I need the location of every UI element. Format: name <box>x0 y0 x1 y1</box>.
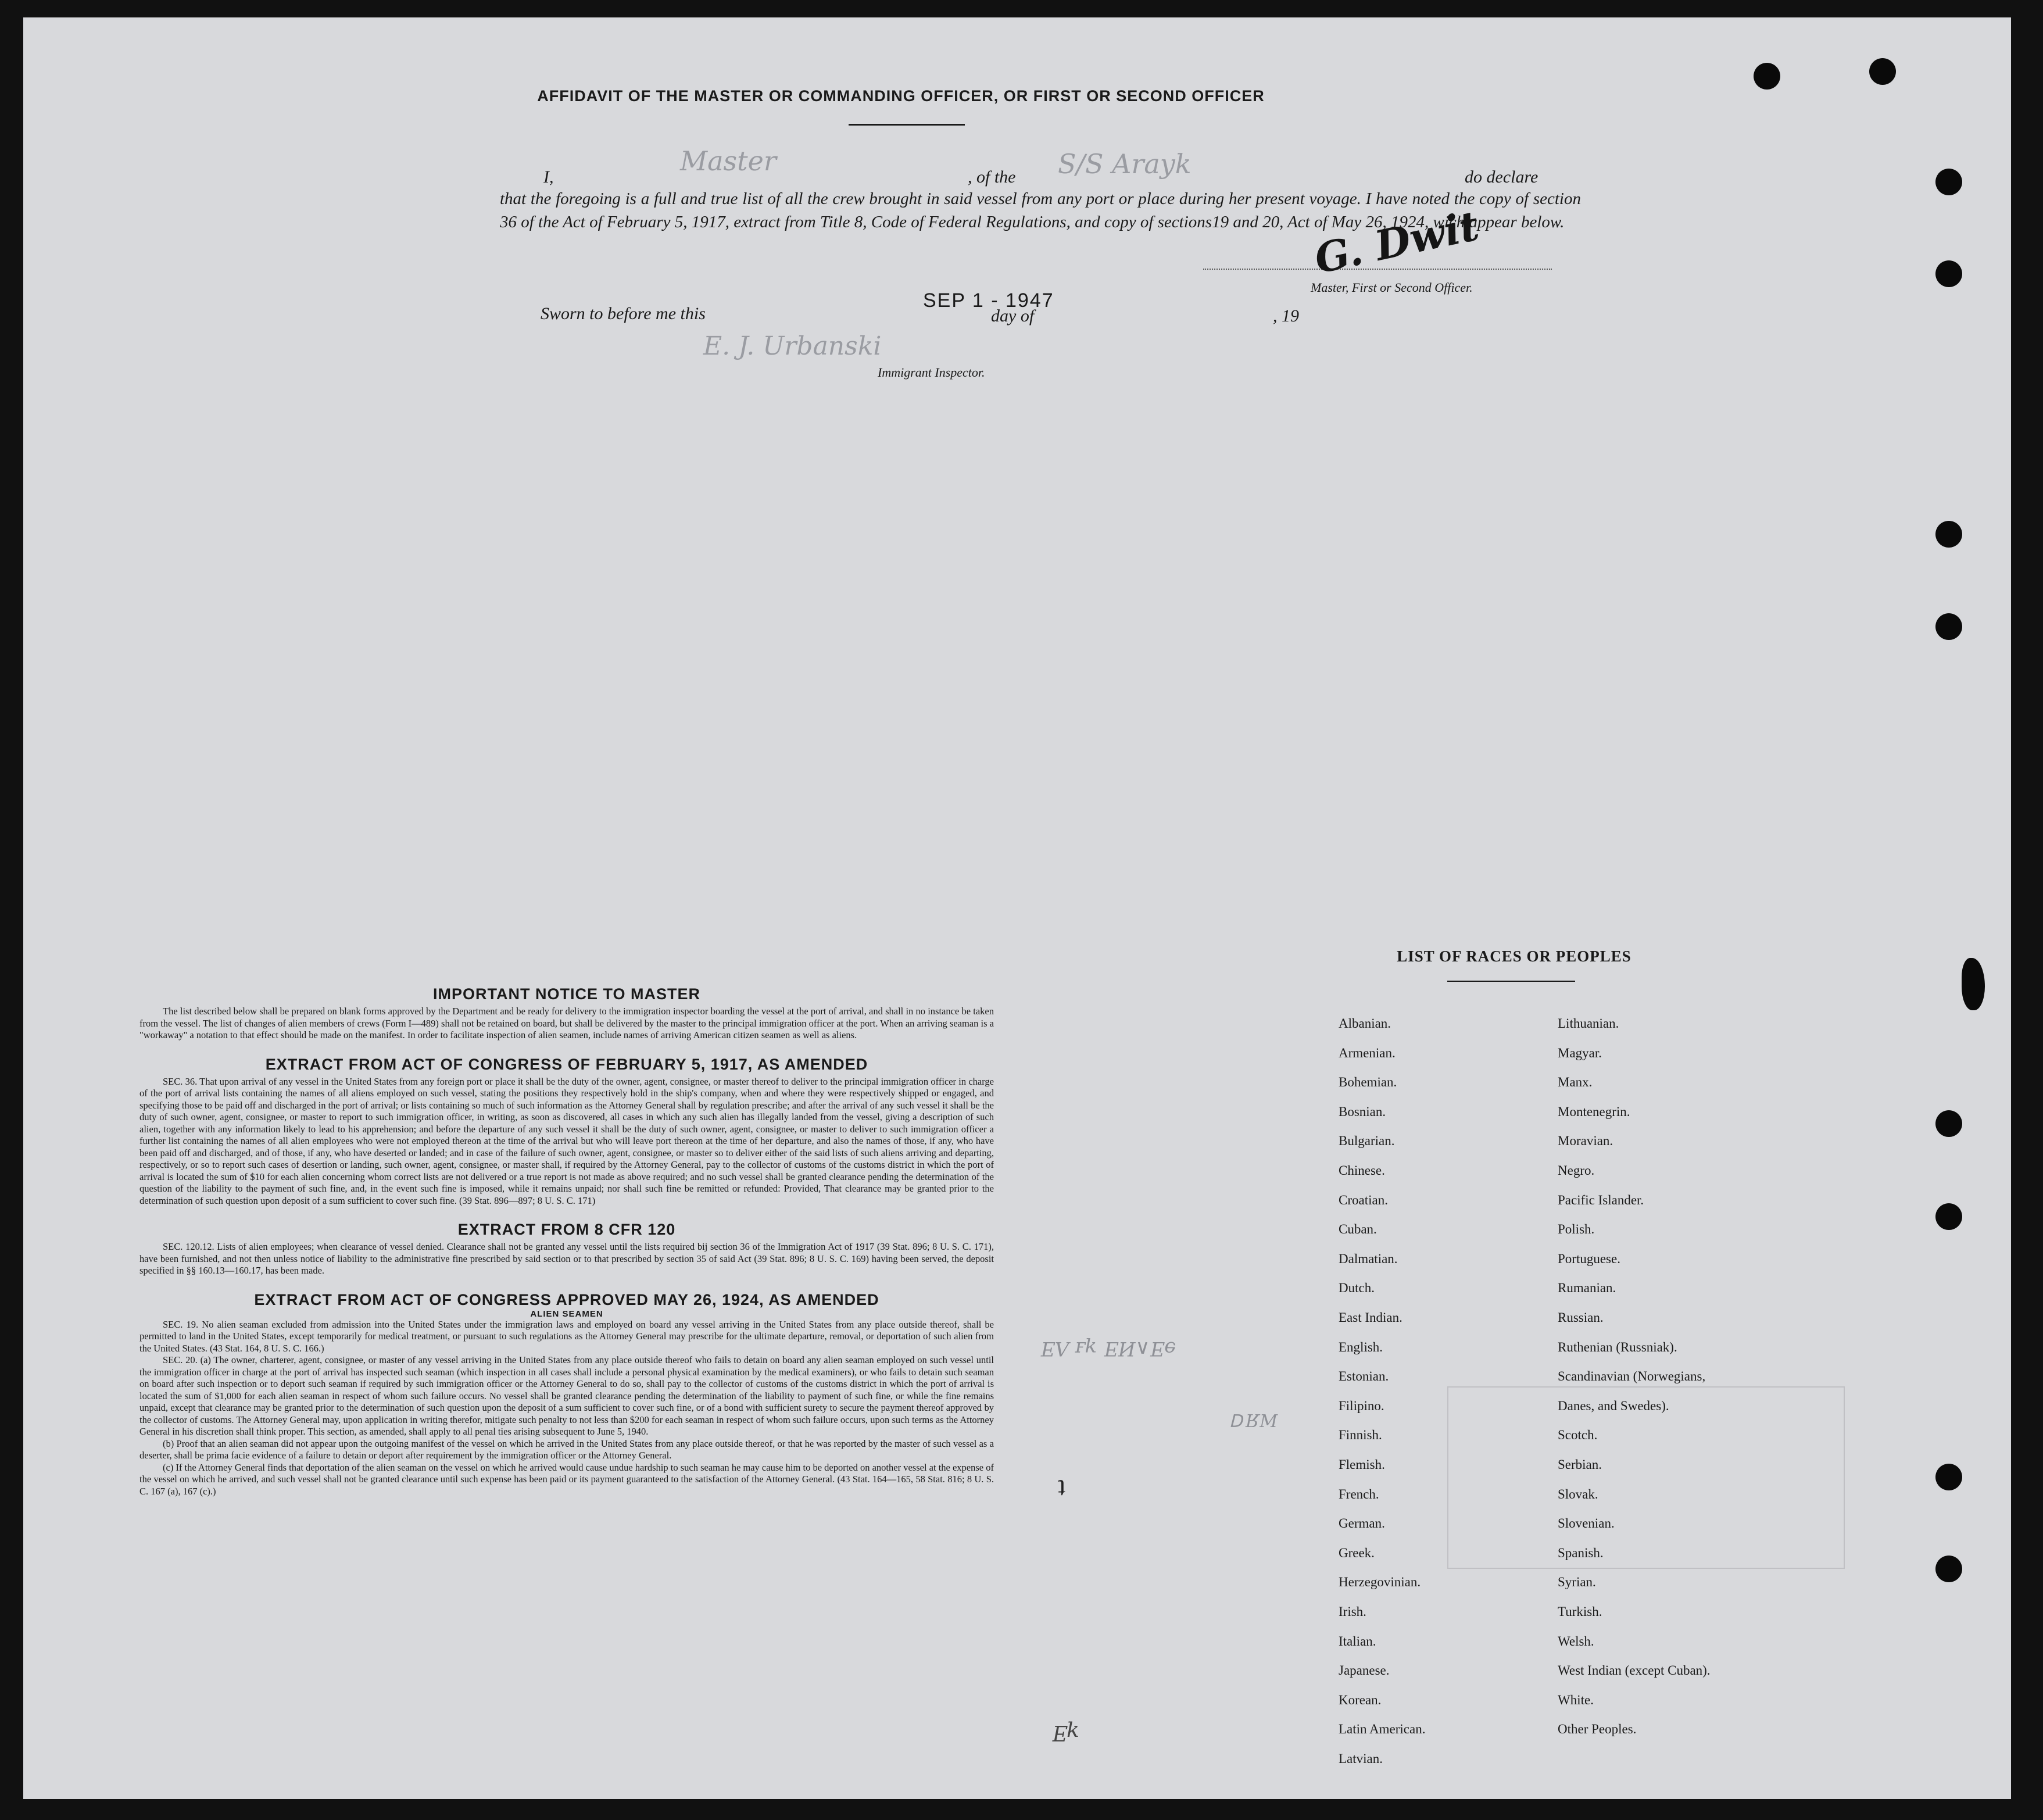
faint-marginal-mark: ʞƎ <box>1052 1721 1080 1744</box>
race-item: Latvian. <box>1339 1751 1383 1766</box>
pencil-mark: ʇ <box>1058 1471 1065 1501</box>
race-item: Ruthenian (Russniak). <box>1558 1339 1677 1354</box>
affidavit-title: AFFIDAVIT OF THE MASTER OR COMMANDING OFFICER, OR FIRST OR SECOND OFFICER <box>537 87 1265 105</box>
races-title: LIST OF RACES OR PEOPLES <box>1397 947 1631 965</box>
title-underline <box>849 124 965 126</box>
inspector-signature: E. J. Urbanski <box>703 331 882 361</box>
race-item: Slovenian. <box>1558 1516 1615 1531</box>
do-declare-label: do declare <box>1465 167 1538 187</box>
race-item: Bohemian. <box>1339 1075 1397 1090</box>
year-prefix: , 19 <box>1273 306 1299 326</box>
race-item: Rumanian. <box>1558 1281 1616 1296</box>
sec-19-text: SEC. 19. No alien seaman excluded from admission into the United States under the immigration laws and employed on board any vessel arriving in the United States from any place outside thereof, shall be permitted to land in the United States, except temporarily for medical treatment, or pursuant to such regulations as the Attorney General may prescribe for the ultimate departure, removal, or deportation of such alien from the United States. (43 Stat. 164, 8 U. S. C. 166.) <box>139 1318 994 1354</box>
officer-caption: Master, First or Second Officer. <box>1311 280 1473 295</box>
extract-1924-subheading: ALIEN SEAMEN <box>530 1308 603 1319</box>
binder-hole <box>1935 1556 1962 1582</box>
binder-hole <box>1935 521 1962 548</box>
race-item: Albanian. <box>1339 1016 1391 1031</box>
race-item: Syrian. <box>1558 1575 1596 1590</box>
race-item: Irish. <box>1339 1604 1366 1619</box>
race-item: Serbian. <box>1558 1457 1602 1472</box>
notice-text: The list described below shall be prepared on blank forms approved by the Department and be ready for delivery to the immigration inspector boarding the vessel at the port of arrival, and shall in no instance be taken from the vessel. The list of changes of alien members of crews (Form I—489) shall not be retained on board, but shall be delivered by the master to the principal immigration officer at the port. When an arriving seaman is a "workaway" a notation to that effect should be made on the manifest. In order to facilitate inspection of alien seamen, include names of arriving American citizen seamen as well as aliens. <box>139 1006 994 1040</box>
race-item: Polish. <box>1558 1222 1595 1237</box>
race-item: Lithuanian. <box>1558 1016 1619 1031</box>
faint-marginal-mark: ɘƎ∧ИƎ ʞⅎ ɅƎ <box>1040 1337 1176 1360</box>
master-handwritten: Master <box>680 145 777 177</box>
race-item: German. <box>1339 1516 1385 1531</box>
race-item: Manx. <box>1558 1075 1593 1090</box>
race-item: Magyar. <box>1558 1045 1602 1060</box>
race-item: Italian. <box>1339 1633 1376 1649</box>
race-item: East Indian. <box>1339 1310 1402 1325</box>
race-item: Russian. <box>1558 1310 1604 1325</box>
extract-1917-text: SEC. 36. That upon arrival of any vessel in the United States from any foreign port or place it shall be the duty of the owner, agent, consignee, or master thereof to deliver to the principal immigration officer in charge of the port of arrival lists containing the names of all aliens employed on such vessel, stating the positions they respectively hold in the ship's company, when and where they were respectively shipped or engaged, and specifying those to be paid off and discharged in the port of arrival; or lists containing so much of such information as the Attorney General shall by regulation prescribe; and after the arrival of any such vessel it shall be the duty of such owner, agent, consignee, or master to report to such immigration officer, in writing, as soon as discovered, all cases in which any such alien has illegally landed from the vessel, giving a description of such alien, together with any information likely to lead to his apprehension; and before the departure of any such vessel it shall be the duty of such owner, agent, consignee, or master to deliver to such immigration officer a further list containing the names of all alien employees who were not employed thereon at the time of the arrival but who will leave port thereon at the time of her departure, and also the names of those, if any, who have been paid off and discharged, and of those, if any, who have deserted or landed; and in case of the failure of such owner, agent, consignee, or master so to deliver either of the said lists of such aliens arriving and departing, respectively, or so to report such cases of desertion or landing, such owner, agent, consignee, or master shall, if required by the Attorney General, pay to the collector of customs of the customs district in which the port of arrival is located the sum of $10 for each alien concerning whom correct lists are not delivered or a true report is not made as above required; and no such vessel shall be granted clearance pending the determination of the question of the liability to the payment of such fine, and, in the event such fine is imposed, while it remains unpaid; nor shall such fine be remitted or refunded: Provided, That clearance may be granted prior to the determination of such question upon deposit of a sum sufficient to cover such fine. (39 Stat. 896—897; 8 U. S. C. 171) <box>139 1075 994 1206</box>
race-item: Chinese. <box>1339 1163 1385 1178</box>
torn-edge-mark <box>1962 958 1985 1010</box>
race-item: Portuguese. <box>1558 1251 1620 1266</box>
race-item: Flemish. <box>1339 1457 1385 1472</box>
sec-20a-text: SEC. 20. (a) The owner, charterer, agent, consignee, or master of any vessel arriving in the United States from any place outside thereof who fails to detain on board any alien seaman employed on such vessel until the immigration officer in charge at the port of arrival has inspected such seaman (which inspection in all cases shall include a personal physical examination by the medical examiners), or who fails to detain such seaman on board after such inspection or to deport such seaman if required by such immigration officer or the Attorney General to do so, shall pay to the collector of customs of the customs district in which the port of arrival is located the sum of $1,000 for each alien seaman in respect of whom such failure occurs. No vessel shall be granted clearance pending the determination of the liability to payment of such fine, or while the fine remains unpaid, except that clearance may be granted prior to the determination of such question upon the deposit of a sum sufficient to cover such fine, or of a bond with sufficient surety to secure the payment thereof approved by the collector of customs. The Attorney General may, upon application in writing therefor, mitigate such penalty to not less than $200 for each seaman in respect of whom such failure occurs, upon such terms as the Attorney General in his discretion shall think proper. This section, as amended, shall apply to all penal ties arising subsequent to June 5, 1940. <box>139 1354 994 1437</box>
declaration-text: that the foregoing is a full and true list of all the crew brought in said vessel from any port or place during her present voyage. I have noted the copy of section 36 of the Act of February 5, 1917, extract from Title 8, Code of Federal Regulations, and copy of sections19 and 20, Act of May 26, 1924, wich appear below. <box>500 189 1581 231</box>
race-item: Montenegrin. <box>1558 1104 1630 1119</box>
race-item: Armenian. <box>1339 1045 1396 1060</box>
race-item: Dalmatian. <box>1339 1251 1398 1266</box>
legal-text-column <box>139 985 994 1497</box>
officer-signature: G. Dwit <box>1310 201 1483 283</box>
races-title-underline <box>1447 981 1575 982</box>
race-item: Scotch. <box>1558 1428 1598 1443</box>
binder-hole <box>1935 1464 1962 1490</box>
race-item: English. <box>1339 1339 1383 1354</box>
sec-20b-text: (b) Proof that an alien seaman did not appear upon the outgoing manifest of the vessel on which he arrived in the United States from any place outside thereof, or that he was reported by the master of such vessel as a deserter, shall be prima facie evidence of a failure to detain or deport after requirement by the immigration officer or the Attorney General. <box>139 1438 994 1461</box>
notice-heading: IMPORTANT NOTICE TO MASTER <box>433 985 700 1003</box>
race-item: Filipino. <box>1339 1398 1384 1413</box>
race-item: Korean. <box>1339 1692 1382 1707</box>
race-item: Moravian. <box>1558 1134 1613 1149</box>
binder-hole <box>1935 1203 1962 1230</box>
race-item: Pacific Islander. <box>1558 1192 1644 1207</box>
document-page <box>23 17 2011 1799</box>
binder-hole <box>1935 613 1962 640</box>
extract-cfr-heading: EXTRACT FROM 8 CFR 120 <box>457 1221 676 1238</box>
binder-hole <box>1935 169 1962 195</box>
sworn-label: Sworn to before me this <box>541 304 706 323</box>
race-item: Latin American. <box>1339 1722 1426 1737</box>
race-item: Bosnian. <box>1339 1104 1386 1119</box>
extract-cfr-text: SEC. 120.12. Lists of alien employees; when clearance of vessel denied. Clearance shall not be granted any vessel until the lists required bij section 36 of the Immigration Act of 1917 (39 Stat. 896; 8 U. S. C. 171), have been furnished, and not then unless notice of liability to the administrative fine prescribed by said section or to that prescribed by section 35 of said Act (39 Stat. 896; 8 U. S. C. 169) having been served, the deposit specified in §§ 160.13—160.17, has been made. <box>139 1241 994 1276</box>
race-item: Dutch. <box>1339 1281 1375 1296</box>
race-item: Bulgarian. <box>1339 1134 1395 1149</box>
race-item: Welsh. <box>1558 1633 1594 1649</box>
race-item: White. <box>1558 1692 1594 1707</box>
binder-hole <box>1935 260 1962 287</box>
race-item: Turkish. <box>1558 1604 1602 1619</box>
race-item: Other Peoples. <box>1558 1722 1637 1737</box>
vessel-name-handwritten: S/S Arayk <box>1058 148 1192 180</box>
race-item: Greek. <box>1339 1545 1375 1560</box>
race-item: Croatian. <box>1339 1192 1388 1207</box>
binder-hole <box>1754 63 1780 90</box>
sec-20c-text: (c) If the Attorney General finds that deportation of the alien seaman on the vessel on which he arrived would cause undue hardship to such seaman he may cause him to be deported on another vessel at the expense of the vessel on which he arrived, and such vessel shall not be granted clearance until such expense has been paid or its payment guaranteed to the satisfaction of the Attorney General. (43 Stat. 164—165, 58 Stat. 816; 8 U. S. C. 167 (a), 167 (c).) <box>139 1461 994 1497</box>
day-of-label: day of <box>991 306 1035 326</box>
race-item: Negro. <box>1558 1163 1595 1178</box>
race-item: Scandinavian (Norwegians, <box>1558 1369 1706 1384</box>
faint-marginal-mark: ꟽЯꓷ <box>1232 1410 1278 1430</box>
race-item: French. <box>1339 1486 1379 1501</box>
i-label: I, <box>543 167 554 187</box>
extract-1917-heading: EXTRACT FROM ACT OF CONGRESS OF FEBRUARY 5, 1917, AS AMENDED <box>265 1055 868 1073</box>
race-item: Finnish. <box>1339 1428 1382 1443</box>
race-item: Japanese. <box>1339 1663 1390 1678</box>
race-item: Estonian. <box>1339 1369 1389 1384</box>
race-item: Spanish. <box>1558 1545 1604 1560</box>
date-stamp: SEP 1 - 1947 <box>923 289 1054 312</box>
race-item: Danes, and Swedes). <box>1558 1398 1669 1413</box>
inspector-caption: Immigrant Inspector. <box>878 365 985 380</box>
race-item: West Indian (except Cuban). <box>1558 1663 1711 1678</box>
race-item: Herzegovinian. <box>1339 1575 1421 1590</box>
binder-hole <box>1935 1110 1962 1137</box>
binder-hole <box>1869 58 1896 85</box>
extract-1924-heading: EXTRACT FROM ACT OF CONGRESS APPROVED MAY 26, 1924, AS AMENDED <box>254 1290 879 1308</box>
race-item: Cuban. <box>1339 1222 1377 1237</box>
faint-official-stamp <box>1447 1386 1845 1569</box>
of-the-label: , of the <box>968 167 1016 187</box>
race-item: Slovak. <box>1558 1486 1598 1501</box>
